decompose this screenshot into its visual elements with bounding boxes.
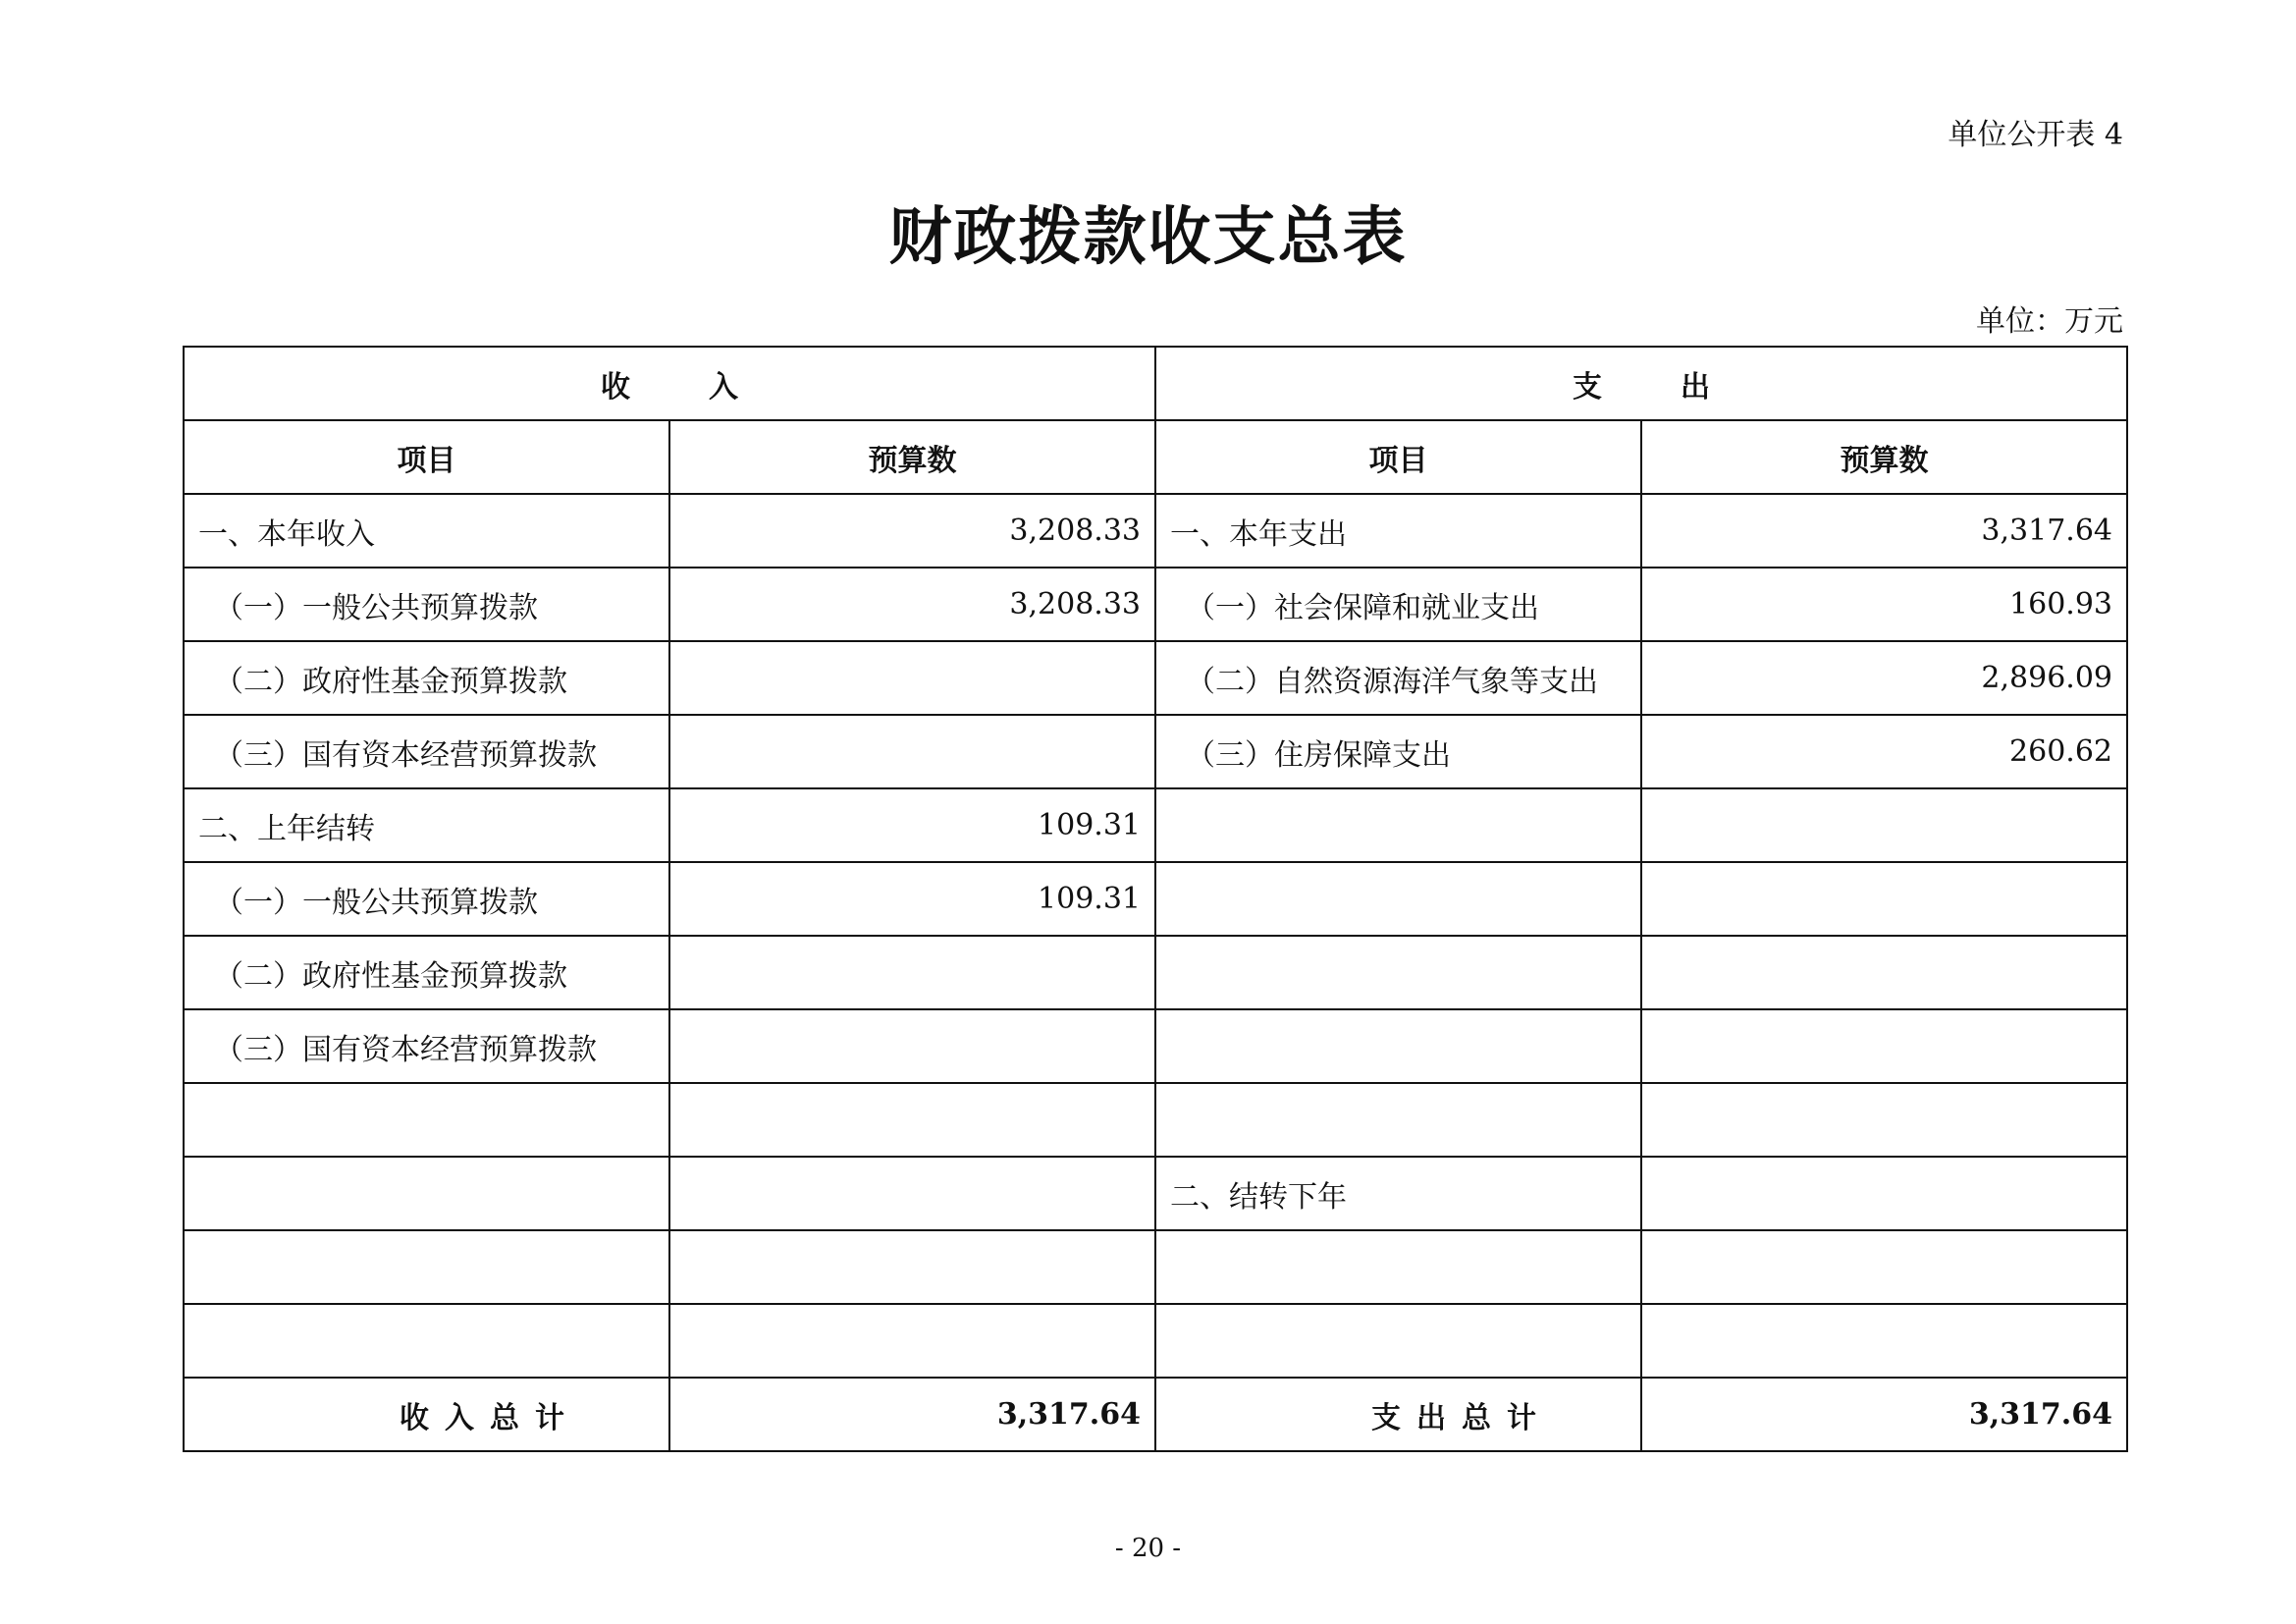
income-value xyxy=(669,1230,1155,1304)
income-item-header: 项目 xyxy=(184,420,669,494)
income-value xyxy=(669,1157,1155,1230)
expense-value xyxy=(1641,788,2127,862)
income-total-value: 3,317.64 xyxy=(669,1378,1155,1451)
table-row xyxy=(184,936,2127,1009)
table-row xyxy=(184,1009,2127,1083)
income-item: （三）国有资本经营预算拨款 xyxy=(184,1009,669,1083)
expense-section-header: 支出 xyxy=(1155,347,2127,420)
expense-value: 3,317.64 xyxy=(1641,494,2127,568)
income-value: 109.31 xyxy=(669,788,1155,862)
table-row xyxy=(184,641,2127,715)
column-header-row xyxy=(184,420,2127,494)
income-item xyxy=(184,1157,669,1230)
income-value xyxy=(669,936,1155,1009)
table-row xyxy=(184,788,2127,862)
expense-total-label: 支出总计 xyxy=(1155,1378,1641,1451)
expense-item: （三）住房保障支出 xyxy=(1155,715,1641,788)
income-item xyxy=(184,1230,669,1304)
expense-value xyxy=(1641,1230,2127,1304)
expense-item: （二）自然资源海洋气象等支出 xyxy=(1155,641,1641,715)
expense-value xyxy=(1641,1157,2127,1230)
expense-value: 2,896.09 xyxy=(1641,641,2127,715)
expense-total-value: 3,317.64 xyxy=(1641,1378,2127,1451)
expense-item xyxy=(1155,1009,1641,1083)
expense-value xyxy=(1641,1083,2127,1157)
expense-item: （一）社会保障和就业支出 xyxy=(1155,568,1641,641)
income-value xyxy=(669,641,1155,715)
income-item: 二、上年结转 xyxy=(184,788,669,862)
table-row xyxy=(184,1157,2127,1230)
page-number: - 20 - xyxy=(1114,1534,1182,1563)
income-value: 3,208.33 xyxy=(669,494,1155,568)
expense-item xyxy=(1155,1230,1641,1304)
income-section-header: 收入 xyxy=(184,347,1155,420)
expense-value: 160.93 xyxy=(1641,568,2127,641)
unit-label: 单位：万元 xyxy=(1976,304,2123,339)
income-value xyxy=(669,1304,1155,1378)
income-item: 一、本年收入 xyxy=(184,494,669,568)
income-item: （一）一般公共预算拨款 xyxy=(184,862,669,936)
expense-item xyxy=(1155,862,1641,936)
income-item xyxy=(184,1083,669,1157)
expense-value xyxy=(1641,936,2127,1009)
expense-value: 260.62 xyxy=(1641,715,2127,788)
table-row xyxy=(184,1083,2127,1157)
income-budget-header: 预算数 xyxy=(669,420,1155,494)
page-title: 财政拨款收支总表 xyxy=(888,200,1408,274)
section-header-row xyxy=(184,347,2127,420)
expense-item xyxy=(1155,936,1641,1009)
income-value: 109.31 xyxy=(669,862,1155,936)
expense-item: 一、本年支出 xyxy=(1155,494,1641,568)
table-row xyxy=(184,1304,2127,1378)
table-row xyxy=(184,715,2127,788)
income-value xyxy=(669,1009,1155,1083)
expense-item xyxy=(1155,1083,1641,1157)
budget-table xyxy=(183,346,2128,1452)
expense-item: 二、结转下年 xyxy=(1155,1157,1641,1230)
income-total-label: 收入总计 xyxy=(184,1378,669,1451)
income-item: （二）政府性基金预算拨款 xyxy=(184,641,669,715)
expense-budget-header: 预算数 xyxy=(1641,420,2127,494)
table-row xyxy=(184,862,2127,936)
income-item: （一）一般公共预算拨款 xyxy=(184,568,669,641)
expense-item-header: 项目 xyxy=(1155,420,1641,494)
income-value: 3,208.33 xyxy=(669,568,1155,641)
income-value xyxy=(669,1083,1155,1157)
form-id: 单位公开表 4 xyxy=(1948,118,2123,152)
expense-item xyxy=(1155,1304,1641,1378)
income-item: （三）国有资本经营预算拨款 xyxy=(184,715,669,788)
totals-row xyxy=(184,1378,2127,1451)
expense-item xyxy=(1155,788,1641,862)
expense-value xyxy=(1641,862,2127,936)
expense-value xyxy=(1641,1009,2127,1083)
table-row xyxy=(184,1230,2127,1304)
income-item xyxy=(184,1304,669,1378)
expense-value xyxy=(1641,1304,2127,1378)
income-value xyxy=(669,715,1155,788)
table-row xyxy=(184,568,2127,641)
income-item: （二）政府性基金预算拨款 xyxy=(184,936,669,1009)
table-row xyxy=(184,494,2127,568)
